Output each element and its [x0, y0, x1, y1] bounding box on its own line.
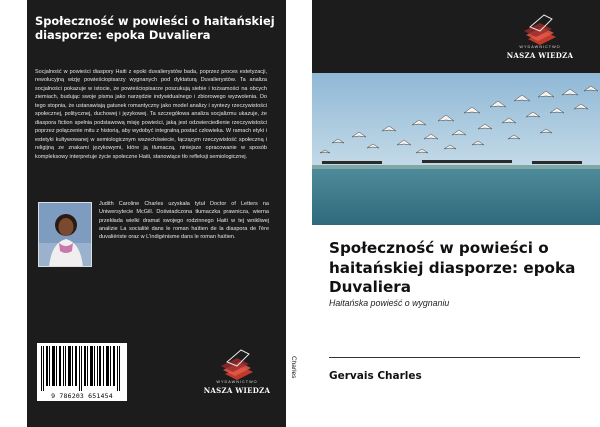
- front-cover-subtitle: Haitańska powieść o wygnaniu: [329, 298, 450, 308]
- publisher-name: NASZA WIEDZA: [506, 51, 574, 60]
- divider: [329, 357, 580, 358]
- back-cover-title: Społeczność w powieści o haitańskiej diasporze: epoka Duvaliera: [35, 14, 275, 42]
- front-cover-author: Gervais Charles: [329, 370, 422, 382]
- author-bio: Judith Caroline Charles uzyskała tytuł Doctor of Letters na Uniwersytecie McGill. Doświadczona tłumaczka prawnicza, wierna przekłada wielki dramat swojego rodzinnego Haiti w tej wnikliwej analizie La socialité dans le roman haïtien de la diaspora de l'ère duvaliériste oraz w L'indigénisme dans le roman haïtien.: [99, 201, 269, 241]
- isbn-barcode: [37, 343, 127, 401]
- front-cover-title: Społeczność w powieści o haitańskiej diasporze: epoka Duvaliera: [329, 239, 576, 297]
- publisher-tagline: WYDAWNICTWO: [216, 380, 258, 384]
- back-cover: [27, 0, 286, 427]
- barcode-icon: [37, 343, 127, 393]
- publisher-name: NASZA WIEDZA: [203, 386, 271, 395]
- open-book-logo-icon: [502, 9, 578, 45]
- open-book-logo-icon: [197, 344, 277, 380]
- author-photo: [38, 202, 92, 267]
- back-publisher-logo: [197, 344, 277, 400]
- cover-photo-flock-over-sea: [312, 73, 600, 225]
- spine: [286, 0, 310, 427]
- isbn-digits: 9 786203 651454: [51, 392, 113, 400]
- front-cover: [312, 0, 600, 427]
- front-publisher-logo: [502, 9, 578, 65]
- publisher-tagline: WYDAWNICTWO: [519, 45, 561, 49]
- back-cover-blurb: Socjalność w powieści diaspory Haiti z epoki duvalierystów bada, poprzez proces estetyzacji, rewolucyjną wizję powieściopisarzy wygnanych pod dyktaturą Duvalierystów. Ta analiza socjalności pokazuje w istocie, że powieściopisarze poszukują siebie i tożsamości na obcych ziemiach, budując swoje pisma jako narzędzie indywidualnego i zbiorowego wyzwolenia. Do tego stopnia, że ustanawiają gatunek romantyczny jako model analizy i syntezy rzeczywistości społecznej, politycznej, duchowej i językowej. Ta szczegółowa analiza socjalizmu ukazuje, że diaspora fiction spełnia podstawową misję powieści, jaką jest odzwierciedlenie rzeczywistości poprzez połączenie mitu z historią, aby wydobyć integralną postać człowieka. W ramach etyki i estetyki kultywowanej w semiologicznym wszechświecie, łączącym rzeczywistość społeczną i religijną ze znakami językowymi, które ją tłumaczą, niniejsze opracowanie w sposób kompleksowy interpretuje życie społeczne Haiti, stanowiące tło refleksji semiologicznej.: [35, 69, 267, 160]
- spine-author: Charles: [290, 356, 297, 379]
- front-cover-header: [312, 0, 600, 73]
